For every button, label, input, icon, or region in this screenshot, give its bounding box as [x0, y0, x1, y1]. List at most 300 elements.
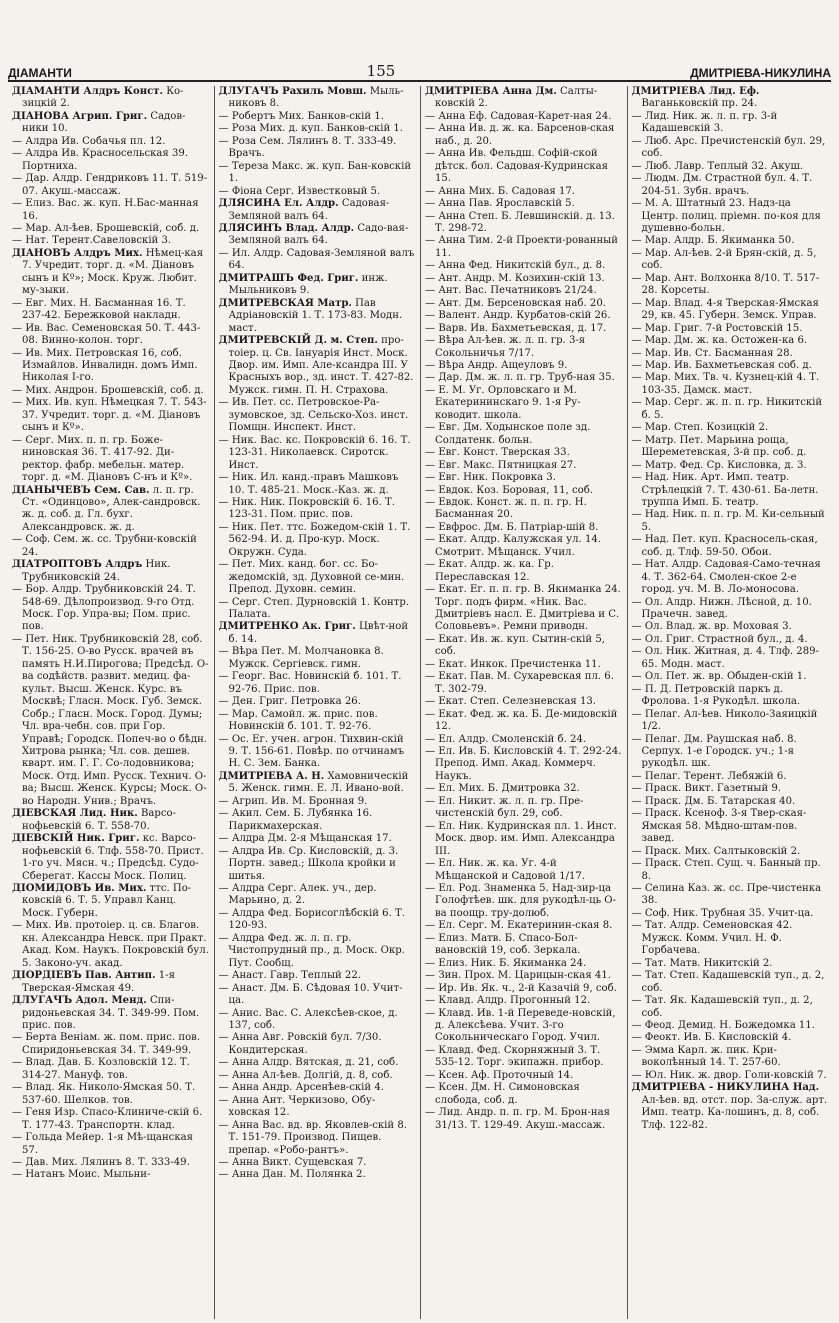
entry-text: Ол. Влад. ж. вр. Моховая 3. — [644, 621, 792, 633]
entry-text: Ел. Алдр. Смоленскій б. 24. — [438, 733, 587, 745]
entry-surname: ДМИТРІЕВА - НИКУЛИНА Над. — [631, 1082, 820, 1094]
entry-text: Ос. Ег. учен. агрон. Тихвин-скій 9. Т. 156-61. Повѣр. по отчинамъ Н. С. Зем. Банка. — [228, 733, 405, 770]
entry-text: Пет. Ник. Трубниковскій 28, соб. Т. 156-25. О-во Русск. врачей въ память Н.И.Пирогова; Предсѣд. О-ва содѣйств. развит. медиц. фа-культ. Высш. Женск. Курс. въ Москвѣ; Гласн. Моск. Губ. Земск. Собр.; Гласн. Моск. Город. Думы; Чл. вра-чебн. сов. при Гор. Управѣ; Городск. Попеч-во о бѣдн. Хитрова рынка; Чл. сов. дешев. кварт. им. Г. Г. Со-лодовникова; Моск. Отд. Имп. Русск. Технич. О-ва; Высш. Женск. Курсы; Моск. О-во Народн. Унив.; Врачъ. — [22, 633, 209, 807]
directory-entry — [12, 136, 210, 148]
page-header — [8, 58, 831, 82]
entry-text: Нат. Алдр. Садовая-Само-течная 4. Т. 362-64. Смолен-ское 2-е город. уч. М. В. Ло-моносова. — [641, 559, 821, 596]
directory-entry — [632, 734, 830, 771]
entry-text: Феод. Демид. Н. Божедомка 11. — [644, 1019, 815, 1031]
directory-entry — [425, 485, 623, 497]
entry-text: Анна Мих. Б. Садовая 17. — [438, 185, 576, 197]
entry-text: Садо-вая-Земляной валъ 64. — [228, 222, 409, 247]
directory-entry — [12, 298, 210, 323]
directory-entry — [12, 111, 210, 136]
entry-text: Ден. Григ. Петровка 26. — [231, 696, 361, 708]
entry-text: Ксен. Аф. Проточный 14. — [438, 1069, 574, 1081]
entry-text: Ел. Род. Знаменка 5. Над-зир-ца Голофтѣев. шк. для рукодѣл-ць О-ва поощр. тру-долюб. — [435, 883, 616, 919]
entry-text: Соф. Сем. ж. сс. Трубни-ковскій 24. — [22, 534, 197, 558]
entry-text: Юл. Ник. ж. двор. Голи-ковскій 7. — [644, 1069, 827, 1081]
entry-surname: ДМИТРЕВСКІЙ Д. м. Степ. — [218, 335, 378, 347]
entry-text: Ол. Алдр. Нижн. Лѣсной, д. 10. Прачечн. завед. — [641, 596, 812, 621]
directory-entry — [425, 958, 623, 970]
entry-surname: ДМИТРІЕВА А. Н. — [218, 770, 325, 782]
directory-entry — [12, 385, 210, 397]
entry-text: Анна Вас. вд. вр. Яковлев-скій 8. Т. 151-79. Производ. Пищев. препар. «Робо-рантъ». — [228, 1119, 407, 1156]
entry-text: Праск. Ксеноф. 3-я Твер-ская-Ямская 58. Мѣдно-штам-пов. завед. — [641, 808, 807, 845]
directory-entry — [425, 186, 623, 198]
directory-entry — [632, 198, 830, 235]
entry-text: Анна Алдр. Вятская, д. 21, соб. — [231, 1057, 399, 1069]
entry-text: Екат. Пав. М. Сухаревская пл. 6. Т. 302-79. — [435, 671, 614, 695]
directory-entry — [219, 123, 417, 135]
directory-entry — [219, 646, 417, 671]
directory-entry — [632, 908, 830, 920]
entry-text: инж. Мыльниковъ 9. — [228, 272, 388, 297]
entry-text: Натанъ Моис. Мыльни- — [25, 1169, 151, 1181]
directory-entry — [425, 522, 623, 534]
directory-entry — [219, 559, 417, 596]
directory-entry — [219, 397, 417, 434]
entry-text: Алдра Фед. ж. л. п. гр. Чистопрудный пр., д. Моск. Окр. Пут. Сообщ. — [228, 932, 405, 969]
entry-text: Анна Викт. Сущевская 7. — [231, 1156, 367, 1168]
entry-surname: ДМИТРІЕВА Анна Дм. — [425, 86, 557, 97]
directory-entry — [219, 273, 417, 298]
directory-entry — [632, 671, 830, 683]
directory-entry — [425, 198, 623, 210]
directory-entry — [632, 161, 830, 173]
directory-entry — [219, 472, 417, 497]
directory-entry — [12, 435, 210, 485]
directory-entry — [632, 372, 830, 397]
directory-entry — [219, 1120, 417, 1157]
directory-entry — [632, 235, 830, 247]
directory-entry — [219, 846, 417, 883]
entry-text: Ол. Ник. Житная, д. 4. Тлф. 289-65. Модн. маст. — [641, 646, 819, 670]
entry-text: Тат. Матв. Никитскій 2. — [644, 957, 773, 969]
entry-text: Алдра Ив. Ср. Кисловскій, д. 3. Портн. завед.; Школа кройки и шитья. — [228, 845, 399, 882]
entry-text: Ник. Ил. канд.-правъ Машковъ 10. Т. 485-21. Моск.-Каз. ж. д. — [228, 472, 399, 496]
directory-entry — [219, 933, 417, 970]
directory-entry — [632, 360, 830, 372]
directory-entry — [12, 534, 210, 559]
entry-surname: ДІОМИДОВЪ Ив. Мих. — [12, 883, 147, 894]
entry-surname: ДІАНОВЪ Алдръ Мих. — [12, 247, 143, 259]
entry-text: Екат. Алдр. ж. ка. Гр. Переславская 12. — [435, 559, 554, 583]
column-2 — [215, 86, 422, 1319]
entry-text: Праск. Мих. Салтыковскій 2. — [644, 845, 801, 857]
entry-text: ттс. По-ковскій 6. Т. 5. Управл Канц. Моск. Губерн. — [22, 883, 192, 919]
directory-entry — [632, 920, 830, 957]
entry-text: Ник. Пет. ттс. Божедом-скій 1. Т. 562-94. И. д. Про-кур. Моск. Окружн. Суда. — [228, 521, 411, 558]
directory-entry — [12, 634, 210, 808]
entry-text: Над. Ник. Арт. Имп. театр. Стрѣлецкій 7. Т. 430-61. Ба-летн. труппа Имп. Б. театр. — [641, 472, 819, 508]
directory-entry — [12, 86, 210, 111]
directory-entry — [632, 858, 830, 883]
entry-text: Екат. Фед. ж. ка. Б. Де-мидовскій 12. — [435, 708, 618, 733]
entry-text: Влад. Як. Николо-Ямская 50. Т. 537-60. Шелков. тов. — [22, 1082, 196, 1106]
entry-text: Евг. Мих. Н. Басманная 16. Т. 237-42. Бережковой накладн. — [22, 297, 186, 322]
directory-entry — [632, 1032, 830, 1044]
directory-entry — [632, 796, 830, 808]
entry-text: Анна Ив. д. ж. ка. Барсенов-ская наб., д. 20. — [435, 123, 615, 147]
directory-entry — [632, 995, 830, 1020]
directory-entry — [425, 422, 623, 447]
directory-entry — [425, 783, 623, 795]
entry-text: Клавд. Ив. 1-й Переведе-новскій, д. Алексѣева. Учит. 3-го Сокольническаго Город. Учил. — [435, 1007, 616, 1044]
entry-surname: ДЛЯСИНА Ел. Алдр. — [218, 198, 339, 210]
directory-entry — [632, 509, 830, 534]
directory-entry — [219, 161, 417, 186]
entry-text: Садов-ники 10. — [22, 110, 186, 135]
entry-text: Ел. Серг. М. Екатеринин-ская 8. — [438, 920, 613, 932]
entry-text: Анна Тим. 2-й Проекти-рованный 11. — [435, 235, 618, 259]
entry-text: Мыль-никовъ 8. — [228, 86, 404, 110]
entry-surname: ДІОРДІЕВЪ Пав. Антип. — [12, 970, 156, 982]
entry-text: Цвѣт-ной б. 14. — [228, 621, 409, 645]
directory-entry — [632, 298, 830, 323]
entry-text: Елиз. Ник. Б. Якиманка 24. — [438, 957, 587, 969]
entry-text: Анаст. Гавр. Теплый 22. — [231, 970, 361, 982]
entry-text: Ол. Пет. ж. вр. Обыден-скій 1. — [644, 671, 807, 683]
entry-text: Праск. Степ. Сущ. ч. Банный пр. 8. — [641, 858, 821, 882]
directory-entry — [219, 1057, 417, 1069]
entry-text: Влад. Дав. Б. Козловскій 12. Т. 314-27. Мануф. тов. — [22, 1057, 190, 1081]
directory-entry — [12, 1107, 210, 1132]
entry-text: Мих. Ив. куп. Нѣмецкая 7. Т. 543-37. Учредит. торг. д. «М. Діановъ сынъ и Кº». — [22, 397, 207, 434]
entry-text: Ваганьковскій пр. 24. — [641, 98, 758, 110]
directory-entry — [12, 1157, 210, 1169]
directory-entry — [632, 273, 830, 298]
entry-text: Екат. Степ. Селезневская 13. — [438, 696, 597, 708]
entry-text: Георг. Вас. Новинскій б. 101. Т. 92-76. Прис. пов. — [228, 671, 402, 695]
directory-entry — [219, 186, 417, 198]
entry-text: Роза Мих. д. куп. Банков-скій 1. — [231, 123, 404, 135]
directory-entry — [12, 1032, 210, 1057]
entry-text: Мар. Алдр. Б. Якиманка 50. — [644, 235, 795, 247]
entry-surname: ДІАМАНТИ Алдръ Конст. — [12, 86, 164, 97]
entry-text: Спи-ридоньевская 34. Т. 349-99. Пом. прис. пов. — [22, 995, 200, 1031]
directory-entry — [425, 86, 623, 111]
directory-entry — [219, 908, 417, 933]
entry-text: Тереза Макс. ж. куп. Бан-ковскій 1. — [228, 160, 412, 185]
directory-entry — [425, 983, 623, 995]
entry-text: Ив. Пет. сс. Петровское-Ра-зумовское, зд. Сельско-Хоз. инст. Помщн. Инспект. Инст. — [228, 397, 409, 434]
running-head-left: ДІАМАНТИ — [8, 66, 72, 80]
entry-text: Праск. Дм. Б. Татарская 40. — [644, 795, 796, 807]
directory-entry — [632, 335, 830, 347]
entry-text: Мар. Серг. ж. п. п. гр. Никитскій б. 5. — [641, 397, 823, 421]
entry-text: Евг. Конст. Тверская 33. — [438, 447, 570, 459]
entry-text: Тат. Степ. Кадашевскій туп., д. 2, соб. — [641, 970, 825, 994]
directory-entry — [632, 397, 830, 422]
entry-text: Над. Ник. п. п. гр. М. Ки-сельный 5. — [641, 509, 825, 533]
entry-text: Ант. Вас. Печатниковъ 21/24. — [438, 285, 597, 297]
directory-entry — [12, 970, 210, 995]
entry-text: Бор. Алдр. Трубниковскій 24. Т. 548-69. Дѣлопроизвод. 9-го Отд. Моск. Гор. Упра-вы; Пом. прис. пов. — [22, 584, 196, 633]
entry-text: Мар. Ант. Волхонка 8/10. Т. 517-28. Корсеты. — [641, 272, 820, 297]
entry-text: Ксен. Дм. Н. Симоновская слобода, соб. д. — [435, 1082, 580, 1106]
directory-entry — [632, 136, 830, 161]
directory-entry — [425, 372, 623, 384]
column-1 — [8, 86, 215, 1319]
entry-text: Мар. Влад. 4-я Тверская-Ямская 29, кв. 45. Губерн. Земск. Управ. — [641, 297, 819, 322]
entry-text: Ел. Никит. ж. л. п. гр. Пре-чистенскій бул. 29, соб. — [435, 795, 584, 820]
entry-text: Екат. Инкок. Пречистенка 11. — [438, 658, 601, 670]
entry-text: Ел. Ник. Кудринская пл. 1. Инст. Моск. двор. им. Имп. Александра III. — [435, 820, 617, 857]
entry-text: Матр. Пет. Марьина роща, Шереметевская, 3-й пр. соб. д. — [641, 434, 807, 459]
directory-entry — [425, 1107, 623, 1132]
entry-text: Мар. Дм. ж. ка. Остожен-ка 6. — [644, 335, 808, 347]
entry-text: Ел. Ив. Б. Кисловскій 4. Т. 292-24. Препод. Имп. Акад. Коммерч. Наукъ. — [435, 746, 622, 782]
entry-text: Анна Ант. Черкизово, Обу-ховская 12. — [228, 1094, 376, 1119]
directory-entry — [425, 310, 623, 322]
directory-entry — [219, 1095, 417, 1120]
column-3 — [421, 86, 628, 1319]
directory-entry — [425, 1070, 623, 1082]
running-head-right: ДМИТРІЕВА-НИКУЛИНА — [690, 66, 831, 80]
directory-entry — [425, 734, 623, 746]
entry-text: Екат. Ив. ж. куп. Сытин-скій 5, соб. — [435, 633, 605, 658]
entry-text: Е. М. Уг. Орловскаго и М. Екатерининскаго 9. 1-я Ру-ководит. школа. — [435, 384, 581, 421]
column-4 — [628, 86, 834, 1319]
directory-entry — [12, 148, 210, 173]
entry-surname: ДЛЯСИНЪ Влад. Алдр. — [218, 222, 355, 234]
entry-text: Хамовническій 5. Женск. гимн. Е. Л. Ивано-вой. — [228, 770, 409, 795]
directory-entry — [219, 970, 417, 982]
directory-entry — [425, 298, 623, 310]
directory-entry — [425, 821, 623, 858]
entry-surname: ДМИТРІЕВА Лид. Еф. — [631, 86, 760, 97]
directory-entry — [425, 634, 623, 659]
directory-entry — [12, 833, 210, 883]
directory-entry — [12, 223, 210, 235]
directory-entry — [632, 1070, 830, 1082]
entry-text: Феокт. Ив. Б. Кисловскій 4. — [644, 1032, 792, 1044]
directory-entry — [12, 323, 210, 348]
entry-text: Берта Веніам. ж. пом. прис. пов. Спиридоньевская 34. Т. 349-99. — [22, 1032, 201, 1056]
directory-entry — [425, 211, 623, 236]
directory-entry — [425, 995, 623, 1007]
directory-entry — [425, 360, 623, 372]
directory-entry — [219, 796, 417, 808]
entry-surname: ДМИТРЕНКО Ак. Григ. — [218, 621, 356, 633]
entry-text: Мих. Ив. протоіер. ц. св. Благов. кн. Александра Невск. при Практ. Акад. Ком. Наукъ. Покровскій бул. 5. Законо-уч. акад. — [22, 920, 209, 969]
entry-text: Лид. Андр. п. п. гр. М. Брон-ная 31/13. Т. 129-49. Акуш.-массаж. — [435, 1107, 610, 1131]
entry-surname: ДІАНОВА Агрип. Григ. — [12, 110, 148, 122]
directory-entry — [425, 123, 623, 148]
entry-surname: ДІЕВСКІЙ Ник. Григ. — [12, 833, 140, 845]
directory-entry — [219, 1169, 417, 1181]
directory-entry — [219, 298, 417, 335]
directory-entry — [219, 771, 417, 796]
entry-text: Анна Фед. Никитскій бул., д. 8. — [438, 260, 606, 272]
entry-text: Анна Ал-ѣев. Долгій, д. 8, соб. — [231, 1069, 393, 1081]
directory-entry — [425, 148, 623, 185]
entry-text: Над. Пет. куп. Красносель-ская, соб. д. Тлф. 59-50. Обои. — [641, 534, 818, 558]
entry-text: Ал-ѣев. вд. отст. пор. За-служ. арт. Имп. театр. Ка-лошинъ, д. 8, соб. Тлф. 122-82. — [641, 1094, 828, 1131]
entry-text: л. п. гр. Ст. «Одинцово», Алек-сандровск. ж. д. соб. д. Гл. бухг. Александровск. ж. д. — [22, 484, 201, 533]
entry-text: Праск. Викт. Газетный 9. — [644, 783, 782, 795]
entry-text: Эмма Карл. ж. пик. Кри-воколѣнный 14. Т. 257-60. — [641, 1044, 781, 1069]
entry-surname: ДЛУГАЧЪ Адол. Менд. — [12, 995, 147, 1007]
entry-text: Ко-зицкій 2. — [22, 86, 184, 110]
directory-entry — [425, 1045, 623, 1070]
entry-text: Ник. Трубниковскій 24. — [22, 559, 171, 583]
directory-entry — [632, 621, 830, 633]
entry-text: Серг. Мих. п. п. гр. Боже-ниновская 36. Т. 417-92. Ди-ректор. фабр. мебельн. матер. торг. д. «М. Діановъ С-нъ и Кº». — [22, 434, 193, 484]
directory-entry — [425, 883, 623, 920]
directory-entry — [425, 111, 623, 123]
entry-text: Ел. Мих. Б. Дмитровка 32. — [438, 783, 580, 795]
entry-text: Анна Ив. Фельдш. Софій-ской дѣтск. бол. Садовая-Кудринская 15. — [435, 148, 608, 185]
entry-text: Пав Адріановскій 1. Т. 173-83. Модн. маст. — [228, 297, 403, 334]
entry-text: Анна Еф. Садовая-Карет-ная 24. — [438, 110, 612, 122]
entry-text: Ол. Григ. Страстной бул., д. 4. — [644, 633, 808, 645]
directory-entry — [219, 1157, 417, 1169]
entry-surname: ДМИТРЕВСКАЯ Матр. — [218, 297, 352, 309]
directory-entry — [12, 559, 210, 584]
directory-entry — [12, 248, 210, 298]
directory-entry — [632, 435, 830, 460]
directory-entry — [12, 173, 210, 198]
entry-text: Евдок. Конст. ж. п. п. гр. Н. Басманная 20. — [435, 496, 587, 521]
entry-text: Елиз. Матв. Б. Спасо-Бол-вановскій 19, соб. Зеркала. — [435, 932, 581, 957]
entry-text: Гольда Мейер. 1-я Мѣ-щанская 57. — [22, 1132, 194, 1156]
entry-text: Агрип. Ив. М. Бронная 9. — [231, 795, 368, 807]
entry-text: Анна Пав. Ярославскій 5. — [438, 198, 575, 210]
entry-text: Ил. Алдр. Садовая-Земляной валъ 64. — [228, 247, 415, 272]
entry-text: Пелаг. Терент. Лебяжій 6. — [644, 770, 787, 782]
directory-entry — [632, 808, 830, 845]
directory-entry — [219, 621, 417, 646]
directory-entry — [632, 846, 830, 858]
entry-text: Геня Изр. Спасо-Клиниче-скій 6. Т. 177-43. Транспортн. клад. — [22, 1107, 203, 1131]
entry-text: Тат. Як. Кадашевскій туп., д. 2, соб. — [641, 995, 813, 1019]
entry-text: Мар. Самойл. ж. прис. пов. Новинскій б. 101. Т. 92-76. — [228, 708, 378, 733]
directory-entry — [425, 385, 623, 422]
entry-text: Зин. Прох. М. Царицын-ская 41. — [438, 970, 611, 982]
directory-entry — [425, 659, 623, 671]
directory-entry — [425, 746, 623, 783]
directory-entry — [219, 86, 417, 111]
entry-text: М. А. Штатный 23. Надз-ца Центр. полиц. пріемн. по-коя для душевно-больн. — [641, 198, 821, 234]
directory-entry — [425, 323, 623, 335]
directory-entry — [632, 634, 830, 646]
directory-entry — [632, 646, 830, 671]
directory-entry — [632, 86, 830, 111]
directory-entry — [219, 597, 417, 622]
directory-entry — [425, 796, 623, 821]
directory-entry — [632, 883, 830, 908]
directory-entry — [425, 460, 623, 472]
entry-surname: ДЛУГАЧЪ Рахиль Мовш. — [218, 86, 367, 97]
directory-entry — [632, 173, 830, 198]
entry-text: Людм. Дм. Страстной бул. 4. Т. 204-51. Зубн. врачъ. — [641, 173, 813, 197]
directory-entry — [12, 198, 210, 223]
directory-entry — [632, 460, 830, 472]
entry-text: Люб. Арс. Пречистенскій бул. 29, соб. — [641, 135, 826, 160]
directory-entry — [632, 1045, 830, 1070]
directory-entry — [219, 671, 417, 696]
directory-entry — [219, 335, 417, 397]
entry-text: про-тоіер. ц. Св. Іануарія Инст. Моск. Двор. им. Имп. Але-ксандра III. У Красныхъ вор., зд. инст. Т. 427-82. Мужск. гимн. П. Н. Страхова. — [228, 335, 414, 396]
entry-text: Акил. Сем. Б. Лубянка 16. Парикмахерская. — [228, 808, 373, 832]
directory-entry — [219, 883, 417, 908]
directory-entry — [219, 1070, 417, 1082]
directory-entry — [632, 684, 830, 709]
entry-text: кс. Варсо-нофьевскій 6. Тлф. 558-70. Прист. 1-го уч. Мясн. ч.; Предсѣд. Судо-Сберегат. Кассы Моск. Полиц. — [22, 833, 204, 882]
directory-entry — [632, 771, 830, 783]
entry-text: Дар. Алдр. Гендриковъ 11. Т. 519-07. Акуш.-массаж. — [22, 173, 208, 197]
entry-columns — [8, 86, 833, 1319]
directory-entry — [12, 1057, 210, 1082]
directory-entry — [425, 235, 623, 260]
directory-entry — [425, 858, 623, 883]
entry-text: Валент. Андр. Курбатов-скій 26. — [438, 310, 611, 322]
entry-text: Вѣра Пет. М. Молчановка 8. Мужск. Сергіевск. гимн. — [228, 646, 384, 670]
directory-entry — [425, 709, 623, 734]
directory-entry — [632, 248, 830, 273]
directory-entry — [12, 995, 210, 1032]
directory-entry — [425, 335, 623, 360]
directory-entry — [425, 260, 623, 272]
entry-text: Анна Степ. Б. Левшинскій. д. 13. Т. 298-72. — [435, 210, 615, 234]
directory-entry — [425, 584, 623, 634]
entry-text: Мар. Ал-ѣев. Брошевскій, соб. д. — [25, 222, 200, 234]
entry-text: Селина Каз. ж. сс. Пре-чистенка 38. — [641, 883, 822, 907]
directory-entry — [12, 397, 210, 434]
directory-entry — [425, 497, 623, 522]
entry-text: Ир. Ив. Як. ч., 2-й Казачій 9, соб. — [438, 982, 617, 994]
directory-entry — [632, 472, 830, 509]
entry-text: Алдра Ив. Красносельская 39. Портниха. — [22, 148, 189, 172]
directory-entry — [219, 1032, 417, 1057]
entry-text: Пелаг. Ал-ѣев. Николо-Заяицкій 1/2. — [641, 708, 818, 733]
directory-entry — [219, 497, 417, 522]
entry-text: Фіона Серг. Известковый 5. — [231, 185, 381, 197]
entry-text: Нат. Терент.Савеловскій 3. — [25, 235, 172, 247]
entry-text: Евг. Макс. Пятницкая 27. — [438, 459, 577, 471]
entry-text: Мих. Андрон. Брошевскій, соб. д. — [25, 384, 204, 396]
directory-entry — [219, 1008, 417, 1033]
entry-text: П. Д. Петровскій паркъ д. Фролова. 1-я Рукодѣл. школа. — [641, 683, 801, 708]
entry-text: Евфрос. Дм. Б. Патріар-шій 8. — [438, 521, 599, 533]
entry-text: Екат. Ег. п. п. гр. В. Якиманка 24. Торг. подъ фирм. «Ник. Вас. Дмитріевъ насл. Е. Дмитріева и С. Соловьевъ». Ремни приводн. — [435, 584, 621, 633]
directory-entry — [219, 111, 417, 123]
entry-text: Анна Авг. Ровскій бул. 7/30. Кондитерская. — [228, 1032, 382, 1056]
entry-text: 1-я Тверская-Ямская 49. — [22, 970, 175, 994]
directory-entry — [632, 348, 830, 360]
directory-entry — [219, 734, 417, 771]
entry-text: Варв. Ив. Бахметьевская, д. 17. — [438, 322, 607, 334]
entry-text: Мар. Григ. 7-й Ростовскій 15. — [644, 322, 803, 334]
directory-entry — [425, 1082, 623, 1107]
entry-text: Варсо-нофьевскій 6. Т. 558-70. — [22, 808, 177, 832]
entry-text: Анис. Вас. С. Алексѣев-ское, д. 137, соб. — [228, 1007, 398, 1031]
entry-surname: ДІАНЫЧЕВЪ Сем. Сав. — [12, 484, 150, 496]
entry-text: Елиз. Вас. ж. куп. Н.Бас-манная 16. — [22, 198, 199, 222]
entry-text: Тат. Алдр. Семеновская 42. Мужск. Комм. Учил. Н. Ф. Горбачева. — [641, 920, 793, 957]
entry-text: Мар. Ал-ѣев. 2-й Брян-скій, д. 5, соб. — [641, 247, 817, 272]
directory-entry — [632, 323, 830, 335]
directory-entry — [632, 1082, 830, 1132]
entry-text: Матр. Фед. Ср. Кисловка, д. 3. — [644, 459, 807, 471]
entry-text: Клавд. Алдр. Прогонный 12. — [438, 995, 591, 1007]
entry-text: Евдок. Коз. Боровая, 11, соб. — [438, 484, 593, 496]
entry-text: Ел. Ник. ж. ка. Уг. 4-й Мѣщанской и Садовой 1/17. — [435, 858, 586, 882]
entry-text: Люб. Лавр. Теплый 32. Акуш. — [644, 160, 804, 172]
entry-surname: ДМИТРАШЪ Фед. Григ. — [218, 272, 359, 284]
